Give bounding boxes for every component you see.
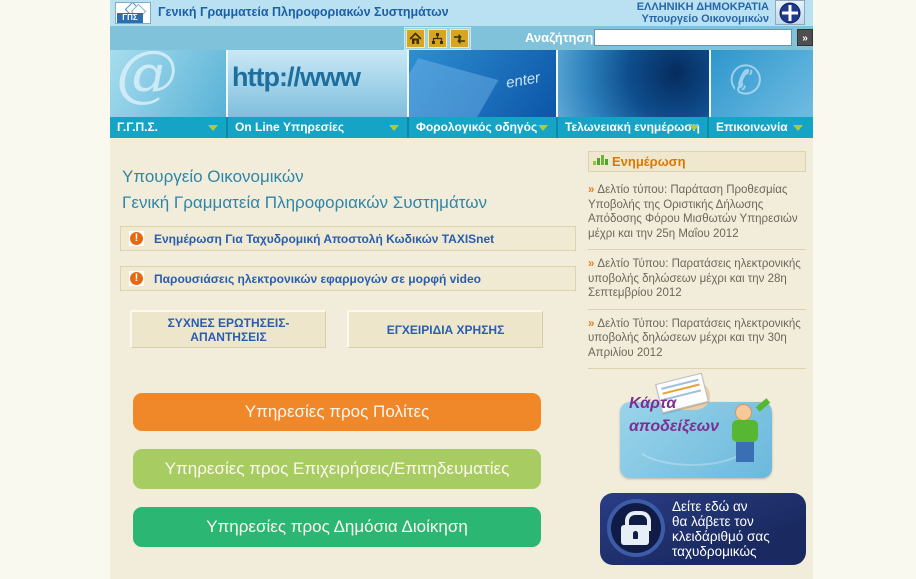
content-column bbox=[110, 0, 813, 579]
quick-links-group bbox=[404, 27, 471, 50]
chevron-down-icon bbox=[389, 125, 399, 131]
nav-tab-tax-guide[interactable]: Φορολογικός οδηγός bbox=[409, 117, 558, 138]
sitemap-icon[interactable] bbox=[428, 29, 447, 48]
notice-taxisnet-codes[interactable]: ! Ενημέρωση Για Ταχυδρομική Αποστολή Κωδικών TAXISnet bbox=[120, 226, 576, 251]
news-item[interactable]: » Δελτίο τύπου: Παράταση Προθεσμίας Υποβολής της Οριστικής Δήλωσης Απόδοσης Φόρου Μισθωτών Υπηρεσιών μέχρι και την 25η Μαΐου 2012 bbox=[588, 176, 806, 250]
lock-icon bbox=[607, 499, 665, 557]
services-citizens-button[interactable]: Υπηρεσίες προς Πολίτες bbox=[133, 393, 541, 431]
cartoon-man-illustration bbox=[735, 404, 752, 421]
cartoon-man-illustration bbox=[732, 420, 758, 442]
news-item[interactable]: » Δελτίο Τύπου: Παρατάσεις ηλεκτρονικής υποβολής δηλώσεων μέχρι και την 30η Απριλίου 2012 bbox=[588, 310, 806, 370]
services-businesses-button[interactable]: Υπηρεσίες προς Επιχειρήσεις/Επιτηδευματίες bbox=[133, 449, 541, 489]
banner-strip bbox=[110, 50, 813, 117]
search-submit-button[interactable]: » bbox=[797, 29, 813, 46]
main-nav bbox=[110, 117, 813, 138]
double-arrow-icon: » bbox=[588, 258, 595, 270]
user-manuals-button[interactable]: ΕΓΧΕΙΡΙΔΙΑ ΧΡΗΣΗΣ bbox=[347, 310, 543, 348]
exclamation-icon bbox=[129, 231, 144, 246]
site-title: Γενική Γραμματεία Πληροφοριακών Συστημάτων bbox=[158, 5, 449, 19]
double-arrow-icon: » bbox=[588, 184, 595, 196]
heading-line1: Υπουργείο Οικονομικών bbox=[122, 167, 304, 186]
at-symbol-image: @ bbox=[110, 50, 228, 117]
notice-video-presentations[interactable]: ! Παρουσιάσεις ηλεκτρονικών εφαρμογών σε μορφή video bbox=[120, 266, 576, 291]
receipts-card-banner[interactable] bbox=[620, 378, 778, 478]
search-label: Αναζήτηση bbox=[525, 30, 594, 45]
lock-banner-text: Δείτε εδώ αν θα λάβετε τον κλειδάριθμό σας ταχυδρομικώς bbox=[672, 499, 770, 559]
bar-chart-icon bbox=[593, 155, 608, 165]
top-header-bar bbox=[110, 0, 813, 26]
greek-emblem-icon bbox=[775, 0, 805, 25]
chevron-down-icon bbox=[793, 125, 803, 131]
page-heading bbox=[122, 164, 487, 216]
cartoon-man-illustration bbox=[736, 442, 754, 462]
kleidarithmos-banner[interactable] bbox=[600, 493, 806, 565]
search-input[interactable] bbox=[594, 29, 792, 46]
logo-text: ΓΠΣ bbox=[117, 13, 143, 23]
telephone-image: ✆ bbox=[711, 50, 813, 117]
republic-line2: Υπουργείο Οικονομικών bbox=[641, 13, 769, 25]
faq-button[interactable]: ΣΥΧΝΕΣ ΕΡΩΤΗΣΕΙΣ-ΑΠΑΝΤΗΣΕΙΣ bbox=[130, 310, 326, 348]
search-bar bbox=[110, 26, 813, 50]
news-section-header bbox=[588, 151, 806, 172]
links-arrows-icon[interactable] bbox=[450, 29, 469, 48]
news-list bbox=[588, 176, 806, 369]
republic-caption bbox=[637, 1, 769, 25]
nav-tab-ggps[interactable]: Γ.Γ.Π.Σ. bbox=[110, 117, 228, 138]
http-www-image: http://www bbox=[228, 50, 409, 117]
news-item[interactable]: » Δελτίο Τύπου: Παρατάσεις ηλεκτρονικής υποβολής δηλώσεων μέχρι και την 28η Σεπτεμβρίου 2012 bbox=[588, 250, 806, 310]
enter-key-image: enter bbox=[409, 50, 558, 117]
heading-line2: Γενική Γραμματεία Πληροφοριακών Συστημάτων bbox=[122, 193, 488, 212]
card-banner-text: Κάρτα αποδείξεων bbox=[629, 395, 720, 435]
republic-line1: ΕΛΛΗΝΙΚΗ ΔΗΜΟΚΡΑΤΙΑ bbox=[636, 1, 769, 13]
services-public-admin-button[interactable]: Υπηρεσίες προς Δημόσια Διοίκηση bbox=[133, 507, 541, 547]
nav-tab-customs-info[interactable]: Τελωνειακή ενημέρωση bbox=[558, 117, 709, 138]
content-panel bbox=[110, 138, 813, 579]
home-icon[interactable] bbox=[406, 29, 425, 48]
exclamation-icon bbox=[129, 271, 144, 286]
nav-tab-contact[interactable]: Επικοινωνία bbox=[709, 117, 811, 138]
chevron-down-icon bbox=[538, 125, 548, 131]
chevron-down-icon bbox=[208, 125, 218, 131]
flower-image bbox=[558, 50, 711, 117]
double-arrow-icon: » bbox=[588, 317, 595, 330]
news-title: Ενημέρωση bbox=[612, 154, 686, 169]
chevron-down-icon bbox=[689, 125, 699, 131]
nav-tab-online-services[interactable]: On Line Υπηρεσίες bbox=[228, 117, 409, 138]
gsis-logo[interactable] bbox=[115, 2, 151, 24]
